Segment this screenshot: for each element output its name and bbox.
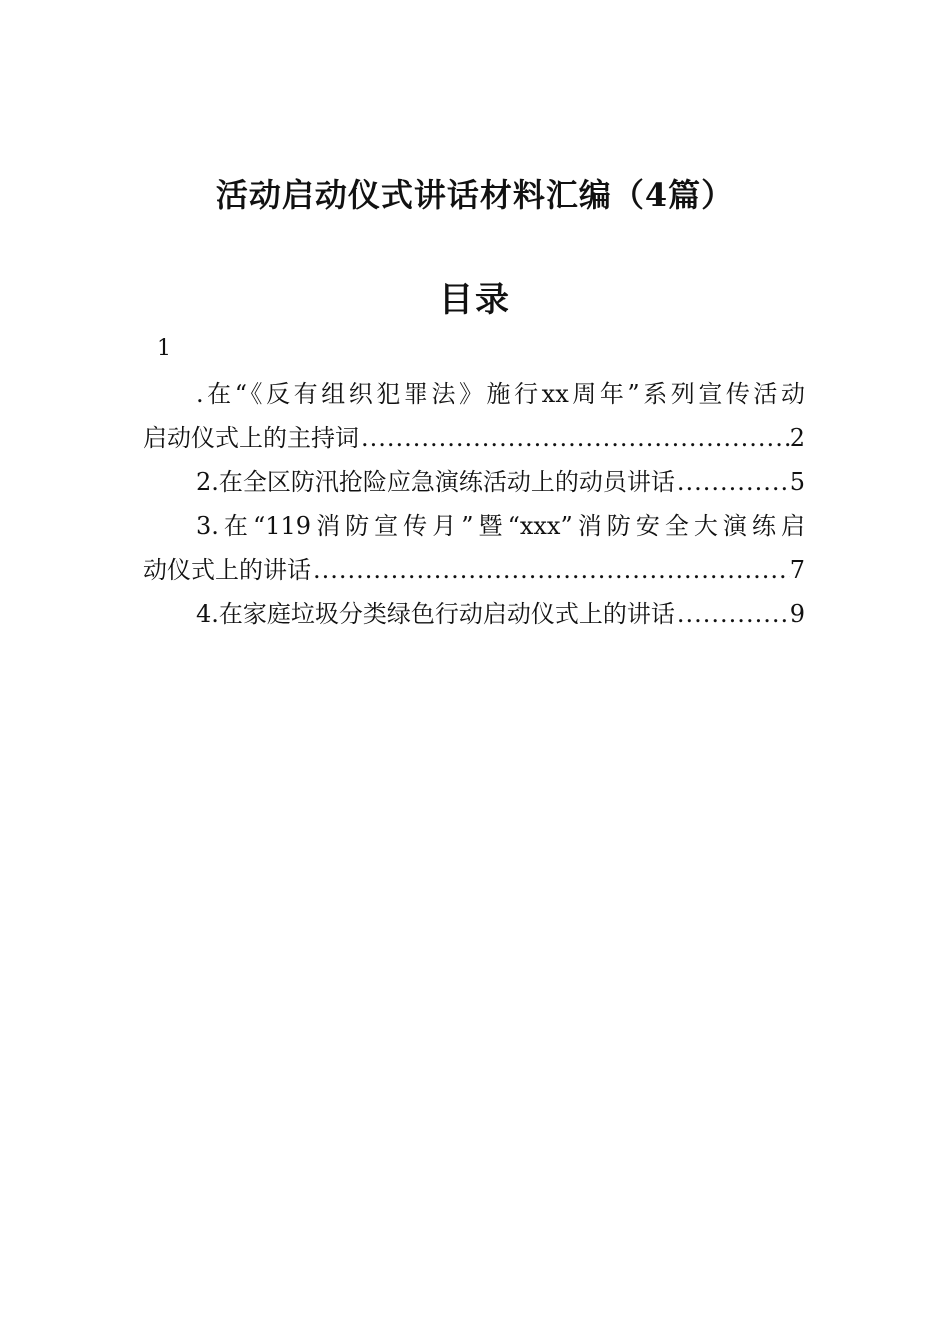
toc-entry-1-line-2[interactable] <box>143 416 805 460</box>
toc-entry-3-page: 7 <box>789 556 805 584</box>
toc-entry-2-page: 5 <box>789 468 805 496</box>
toc-entry-3-title-part-1: 3.在“119消防宣传月”暨“xxx”消防安全大演练启 <box>196 512 805 540</box>
toc-entry-2-title: 2.在全区防汛抢险应急演练活动上的动员讲话 <box>196 468 675 496</box>
document-title: 活动启动仪式讲话材料汇编（4篇） <box>215 176 735 214</box>
toc-leader-dots <box>675 592 790 636</box>
toc-entry-3-title-part-2: 动仪式上的讲话 <box>143 556 311 584</box>
toc-entry-3-line-2[interactable] <box>143 548 805 592</box>
toc-leader-dots <box>675 460 790 504</box>
toc-entry-4[interactable] <box>143 592 805 636</box>
toc-entry-4-page: 9 <box>789 600 805 628</box>
toc-entry-2[interactable] <box>143 460 805 504</box>
toc-entry-1-page: 2 <box>789 424 805 452</box>
stray-number: 1 <box>157 336 171 361</box>
toc-entry-4-title: 4.在家庭垃圾分类绿色行动启动仪式上的讲话 <box>196 600 675 628</box>
toc-heading: 目录 <box>439 280 511 320</box>
toc-entry-1-line-1[interactable] <box>143 372 805 416</box>
toc-entry-1-title-part-1: .在“《反有组织犯罪法》施行xx周年”系列宣传活动 <box>196 380 805 408</box>
toc-leader-dots <box>311 548 790 592</box>
toc-entry-1-title-part-2: 启动仪式上的主持词 <box>143 424 359 452</box>
table-of-contents <box>143 372 805 636</box>
toc-leader-dots <box>359 416 790 460</box>
toc-entry-3-line-1[interactable] <box>143 504 805 548</box>
